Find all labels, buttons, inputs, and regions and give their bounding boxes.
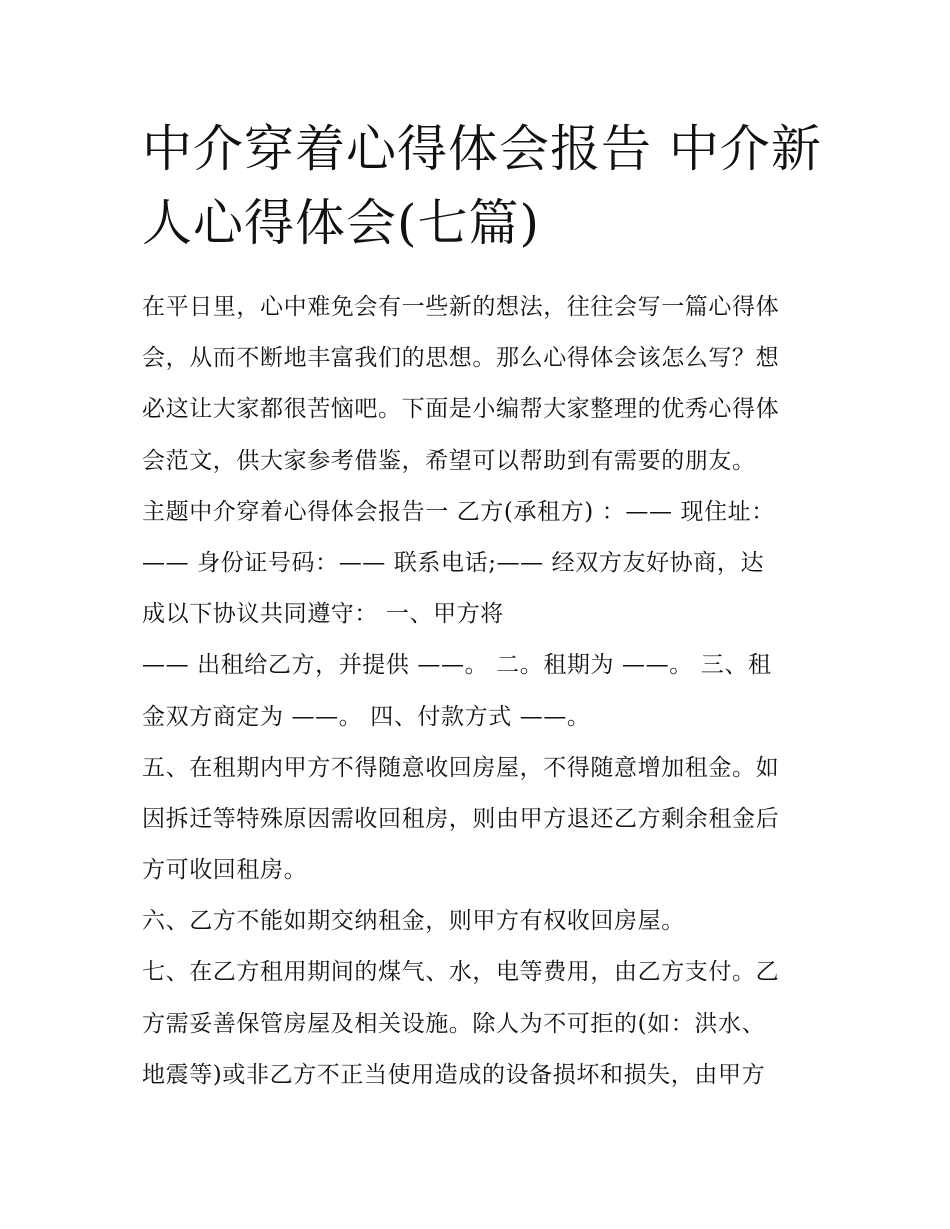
body-line: —— 身份证号码：—— 联系电话;—— 经双方友好协商，达 <box>142 549 765 576</box>
body-line: 在平日里，心中难免会有一些新的想法，往往会写一篇心得体 <box>142 294 780 320</box>
title-line: 中介穿着心得体会报告 中介新 <box>142 120 822 178</box>
body-line: 会，从而不断地丰富我们的思想。那么心得体会该怎么写？想 <box>142 345 780 372</box>
body-line: 成以下协议共同遵守： 一、甲方将 <box>142 601 504 628</box>
document-title <box>142 112 822 260</box>
body-line: 地震等)或非乙方不正当使用造成的设备损坏和损失，由甲方 <box>142 1061 766 1088</box>
document-body <box>142 282 832 1101</box>
body-line: 五、在租期内甲方不得随意收回房屋，不得随意增加租金。如 <box>142 754 780 781</box>
body-line: 因拆迁等特殊原因需收回租房，则由甲方退还乙方剩余租金后 <box>142 805 780 832</box>
body-line: 必这让大家都很苦恼吧。下面是小编帮大家整理的优秀心得体 <box>142 396 780 423</box>
body-line: 七、在乙方租用期间的煤气、水，电等费用，由乙方支付。乙 <box>142 959 780 986</box>
body-line: 主题中介穿着心得体会报告一 乙方(承租方) ：—— 现住址： <box>142 498 775 525</box>
body-line: 方需妥善保管房屋及相关设施。除人为不可拒的(如：洪水、 <box>142 1010 766 1037</box>
body-line: 会范文，供大家参考借鉴，希望可以帮助到有需要的朋友。 <box>142 447 756 474</box>
body-line: 金双方商定为 ——。 四、付款方式 ——。 <box>142 703 591 730</box>
body-line: —— 出租给乙方，并提供 ——。 二。租期为 ——。 三、租 <box>142 652 772 679</box>
title-line: 人心得体会(七篇) <box>142 194 541 252</box>
body-line: 方可收回租房。 <box>142 857 308 884</box>
body-line: 六、乙方不能如期交纳租金，则甲方有权收回房屋。 <box>142 908 685 935</box>
